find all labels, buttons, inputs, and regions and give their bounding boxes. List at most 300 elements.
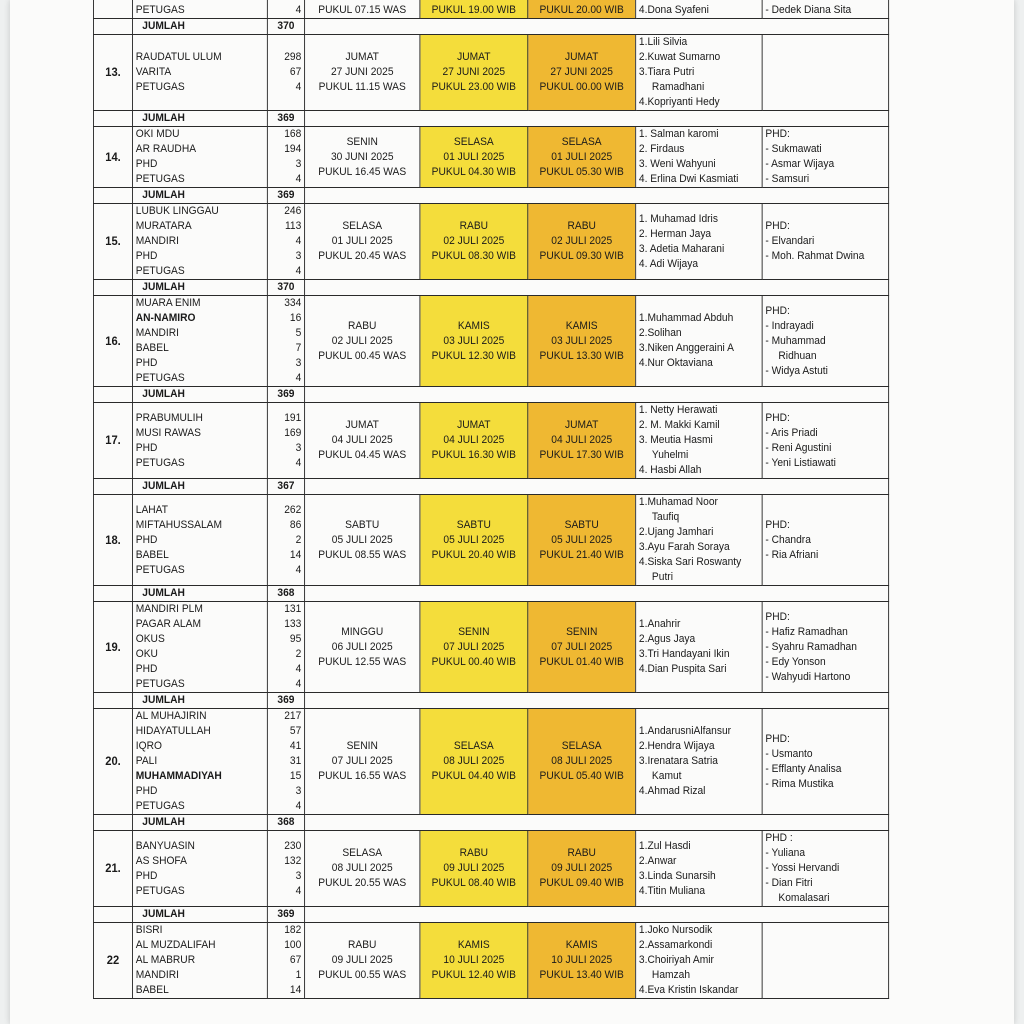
arrival-time-line: JUMAT — [457, 419, 491, 431]
group-row — [93, 709, 888, 815]
officer-list-line: 3. Adetia Maharani — [638, 242, 725, 255]
phd-list — [762, 204, 888, 280]
group-row — [93, 35, 888, 111]
pilgrim-counts-line: 168 — [284, 128, 302, 140]
departure-time-line: 04 JULI 2025 — [331, 434, 393, 446]
embarkation-names-line: PAGAR ALAM — [135, 618, 201, 630]
pilgrim-counts-line: 3 — [295, 869, 302, 882]
officer-list-line: 3.Tiara Putri — [638, 66, 695, 78]
pilgrim-counts-line: 230 — [284, 839, 302, 852]
arrival-time-line: 07 JULI 2025 — [443, 640, 505, 653]
departure-time-line: PUKUL 20.55 WAS — [318, 877, 407, 889]
departure-time-line: PUKUL 04.45 WAS — [318, 449, 407, 461]
finish-time-line: PUKUL 00.00 WIB — [539, 81, 624, 93]
officer-list — [636, 923, 762, 999]
phd-list-line: Komalasari — [778, 892, 830, 904]
finish-time-line: KAMIS — [565, 319, 598, 332]
total-value: 369 — [267, 111, 304, 127]
pilgrim-counts-line: 4 — [295, 372, 302, 384]
embarkation-names-line: PHD — [135, 357, 158, 369]
embarkation-names — [133, 831, 268, 907]
embarkation-names-line: OKU — [135, 648, 158, 660]
arrival-time-line: PUKUL 23.00 WIB — [431, 81, 517, 93]
phd-list-line: PHD: — [765, 220, 790, 232]
pilgrim-counts-line: 41 — [289, 740, 302, 752]
group-number: 17. — [93, 403, 132, 479]
embarkation-names-line: PHD — [135, 869, 158, 882]
pilgrim-counts-line: 14 — [289, 984, 302, 996]
embarkation-names-line: LAHAT — [135, 503, 168, 516]
embarkation-names-line: PRABUMULIH — [135, 411, 203, 424]
arrival-time-line: PUKUL 08.40 WIB — [431, 877, 517, 889]
embarkation-names-line: VARITA — [135, 66, 172, 78]
pilgrim-counts-line: 15 — [289, 770, 302, 782]
phd-list-line: PHD: — [765, 518, 790, 531]
total-blank — [305, 907, 889, 923]
finish-time-line: PUKUL 09.40 WIB — [539, 877, 624, 889]
group-number: 14. — [93, 127, 132, 188]
finish-time-line: PUKUL 05.40 WIB — [539, 770, 624, 782]
arrival-time-line: SENIN — [458, 625, 490, 638]
pilgrim-counts-line: 4 — [295, 678, 302, 690]
officer-list-line: 2. M. Makki Kamil — [638, 419, 720, 431]
arrival-time-line: 10 JULI 2025 — [443, 954, 505, 966]
arrival-time-line: PUKUL 00.40 WIB — [431, 655, 517, 668]
embarkation-names-line: BABEL — [135, 342, 169, 354]
phd-list-line: - Chandra — [765, 533, 811, 546]
officer-list-line: Putri — [651, 571, 673, 583]
total-label: JUMLAH — [133, 815, 268, 831]
officer-list-line: Taufiq — [651, 511, 680, 523]
embarkation-names-line: BABEL — [135, 984, 169, 996]
departure-time-line: RABU — [348, 939, 377, 951]
finish-time-line: PUKUL 05.30 WIB — [539, 165, 624, 178]
officer-list — [636, 35, 762, 111]
phd-list — [762, 831, 888, 907]
pilgrim-counts-line: 100 — [284, 939, 302, 951]
embarkation-names-line: RAUDATUL ULUM — [135, 51, 222, 63]
departure-time — [305, 403, 420, 479]
departure-time — [305, 0, 420, 19]
total-row — [93, 387, 888, 403]
finish-time — [528, 403, 636, 479]
pilgrim-counts — [267, 296, 304, 387]
embarkation-names-line: MANDIRI — [135, 969, 179, 981]
arrival-time-line: PUKUL 08.30 WIB — [431, 250, 517, 262]
finish-time-line: 04 JULI 2025 — [551, 434, 613, 446]
total-no-cell — [93, 586, 132, 602]
pilgrim-counts-line: 4 — [295, 884, 302, 897]
group-row — [93, 602, 888, 693]
embarkation-names — [133, 923, 268, 999]
officer-list — [636, 0, 762, 19]
departure-time-line: JUMAT — [345, 51, 379, 63]
officer-list — [636, 709, 762, 815]
embarkation-names-line: PALI — [135, 755, 158, 767]
arrival-time-line: RABU — [459, 220, 489, 232]
phd-list — [762, 35, 888, 111]
departure-time — [305, 709, 420, 815]
arrival-time-line: 01 JULI 2025 — [443, 150, 505, 163]
embarkation-names-line: PETUGAS — [135, 265, 185, 277]
finish-time-line: 09 JULI 2025 — [551, 862, 613, 874]
officer-list — [636, 602, 762, 693]
total-blank — [305, 111, 889, 127]
embarkation-names-line: AS SHOFA — [135, 854, 187, 867]
finish-time-line: PUKUL 21.40 WIB — [539, 548, 624, 561]
departure-time-line: PUKUL 00.55 WAS — [318, 969, 407, 981]
officer-list-line: 4. Hasbi Allah — [638, 464, 702, 476]
pilgrim-counts-line: 2 — [295, 648, 302, 660]
total-row — [93, 111, 888, 127]
pilgrim-counts-line: 4 — [295, 563, 302, 576]
departure-time-line: PUKUL 07.15 WAS — [318, 4, 407, 16]
total-no-cell — [93, 188, 132, 204]
embarkation-names-line: BISRI — [135, 924, 163, 936]
finish-time-line: 05 JULI 2025 — [551, 533, 613, 546]
total-blank — [305, 387, 889, 403]
officer-list-line: 4.Titin Muliana — [638, 884, 706, 897]
pilgrim-counts — [267, 127, 304, 188]
embarkation-names-line: MIFTAHUSSALAM — [135, 518, 222, 531]
phd-list-line: - Indrayadi — [765, 319, 814, 332]
embarkation-names-line: PETUGAS — [135, 173, 185, 185]
phd-list — [762, 403, 888, 479]
arrival-time-line: PUKUL 04.30 WIB — [431, 165, 517, 178]
pilgrim-counts-line: 4 — [295, 456, 302, 469]
departure-time-line: 05 JULI 2025 — [331, 533, 393, 546]
embarkation-names-line: BABEL — [135, 548, 169, 561]
finish-time-line: SENIN — [566, 625, 598, 638]
officer-list-line: 2.Kuwat Sumarno — [638, 51, 721, 63]
officer-list — [636, 296, 762, 387]
officer-list — [636, 831, 762, 907]
embarkation-names-line: HIDAYATULLAH — [135, 725, 211, 737]
phd-list-line: - Sukmawati — [765, 143, 822, 155]
total-no-cell — [93, 693, 132, 709]
officer-list-line: 2. Firdaus — [638, 143, 685, 155]
phd-list-line: - Asmar Wijaya — [765, 158, 835, 170]
departure-time — [305, 602, 420, 693]
group-row — [93, 403, 888, 479]
total-no-cell — [93, 111, 132, 127]
pilgrim-counts-line: 133 — [284, 618, 302, 630]
arrival-time — [420, 35, 528, 111]
arrival-time-line: RABU — [459, 847, 489, 859]
officer-list-line: 3.Ayu Farah Soraya — [638, 541, 730, 553]
pilgrim-counts — [267, 923, 304, 999]
officer-list-line: 3.Linda Sunarsih — [638, 869, 716, 882]
arrival-time — [420, 127, 528, 188]
total-blank — [305, 280, 889, 296]
pilgrim-counts-line: 5 — [295, 327, 302, 339]
embarkation-names-line: PHD — [135, 441, 158, 454]
phd-list-line: PHD: — [765, 128, 790, 140]
pilgrim-counts-line: 7 — [295, 342, 302, 354]
phd-list-line: PHD: — [765, 411, 790, 424]
finish-time-line: JUMAT — [565, 51, 599, 63]
total-no-cell — [93, 479, 132, 495]
embarkation-names-line: AL MUHAJIRIN — [135, 710, 207, 722]
officer-list-line: 3. Weni Wahyuni — [638, 158, 716, 170]
embarkation-names-line: MURATARA — [135, 220, 192, 232]
arrival-time-line: KAMIS — [457, 319, 490, 332]
officer-list-line: 1.AndarusniAlfansur — [638, 725, 732, 737]
total-label: JUMLAH — [133, 19, 268, 35]
phd-list-line: PHD: — [765, 304, 790, 317]
group-row — [93, 495, 888, 586]
pilgrim-counts-line: 334 — [284, 297, 302, 309]
arrival-time-line: SELASA — [453, 740, 494, 752]
arrival-time — [420, 709, 528, 815]
pilgrim-counts-line: 3 — [295, 158, 302, 170]
officer-list-line: Ramadhani — [651, 81, 705, 93]
officer-list-line: 1.Zul Hasdi — [638, 839, 691, 852]
departure-time-line: 09 JULI 2025 — [331, 954, 393, 966]
total-row — [93, 280, 888, 296]
phd-list-line: - Ria Afriani — [765, 548, 819, 561]
group-row — [93, 923, 888, 999]
total-row — [93, 188, 888, 204]
embarkation-names-line: PETUGAS — [135, 800, 185, 812]
embarkation-names-line: MANDIRI — [135, 235, 179, 247]
officer-list — [636, 204, 762, 280]
officer-list-line: 1.Muhammad Abduh — [638, 312, 734, 324]
finish-time-line: SELASA — [561, 740, 602, 752]
total-row — [93, 815, 888, 831]
arrival-time-line: 04 JULI 2025 — [443, 434, 505, 446]
total-value: 368 — [267, 815, 304, 831]
phd-list-line: - Aris Priadi — [765, 426, 818, 439]
embarkation-names-line: MANDIRI — [135, 327, 179, 339]
total-blank — [305, 479, 889, 495]
phd-list-line: - Moh. Rahmat Dwina — [765, 250, 865, 262]
arrival-time — [420, 0, 528, 19]
arrival-time-line: 27 JUNI 2025 — [442, 66, 506, 78]
arrival-time-line: 08 JULI 2025 — [443, 755, 505, 767]
finish-time-line: PUKUL 20.00 WIB — [539, 4, 624, 16]
officer-list-line: 3.Irenatara Satria — [638, 755, 718, 767]
embarkation-names — [133, 35, 268, 111]
group-number: 16. — [93, 296, 132, 387]
officer-list-line: 4.Nur Oktaviana — [638, 357, 713, 369]
total-blank — [305, 586, 889, 602]
officer-list-line: 2.Ujang Jamhari — [638, 526, 714, 538]
total-blank — [305, 188, 889, 204]
group-number: 22 — [93, 923, 132, 999]
phd-list-line: - Syahru Ramadhan — [765, 640, 857, 653]
officer-list-line: 3. Meutia Hasmi — [638, 434, 713, 446]
total-blank — [305, 815, 889, 831]
departure-time-line: 02 JULI 2025 — [331, 334, 393, 347]
total-value: 370 — [267, 19, 304, 35]
phd-list-line: - Dedek Diana Sita — [765, 4, 852, 16]
total-label: JUMLAH — [133, 111, 268, 127]
embarkation-names — [133, 495, 268, 586]
finish-time-line: JUMAT — [565, 419, 599, 431]
arrival-time-line: 03 JULI 2025 — [443, 334, 505, 347]
pilgrim-counts-line: 4 — [295, 81, 302, 93]
departure-time-line: 07 JULI 2025 — [331, 755, 393, 767]
arrival-time-line: PUKUL 19.00 WIB — [431, 4, 517, 16]
arrival-time — [420, 403, 528, 479]
arrival-time-line: 09 JULI 2025 — [443, 862, 505, 874]
group-row — [93, 127, 888, 188]
embarkation-names-line: MUHAMMADIYAH — [135, 770, 222, 782]
arrival-time-line: SELASA — [453, 135, 494, 148]
pilgrim-counts-line: 132 — [284, 854, 302, 867]
officer-list — [636, 495, 762, 586]
embarkation-names — [133, 0, 268, 19]
pilgrim-counts-line: 3 — [295, 250, 302, 262]
departure-time-line: PUKUL 20.45 WAS — [318, 250, 407, 262]
officer-list-line: 4.Ahmad Rizal — [638, 785, 706, 797]
finish-time-line: 07 JULI 2025 — [551, 640, 613, 653]
departure-time-line: 30 JUNI 2025 — [330, 150, 394, 163]
phd-list — [762, 127, 888, 188]
departure-time — [305, 831, 420, 907]
officer-list-line: 2.Solihan — [638, 327, 682, 339]
officer-list-line: 1. Netty Herawati — [638, 404, 718, 416]
embarkation-names-line: PHD — [135, 785, 158, 797]
embarkation-names-line: AR RAUDHA — [135, 143, 197, 155]
departure-time-line: 06 JULI 2025 — [331, 640, 393, 653]
pilgrim-counts-line: 131 — [284, 603, 302, 615]
pilgrim-counts-line: 194 — [284, 143, 302, 155]
embarkation-names-line: MUARA ENIM — [135, 297, 201, 309]
finish-time-line: 08 JULI 2025 — [551, 755, 613, 767]
arrival-time — [420, 923, 528, 999]
embarkation-names-line: IQRO — [135, 740, 162, 752]
officer-list-line: Yuhelmi — [651, 449, 689, 461]
embarkation-names-line: OKUS — [135, 633, 165, 645]
departure-time — [305, 35, 420, 111]
embarkation-names — [133, 296, 268, 387]
embarkation-names-line: AL MABRUR — [135, 954, 196, 966]
embarkation-names-line: PETUGAS — [135, 456, 185, 469]
document-page — [10, 0, 1014, 1024]
pilgrim-counts-line: 4 — [295, 235, 302, 247]
total-label: JUMLAH — [133, 188, 268, 204]
officer-list-line: 2.Agus Jaya — [638, 633, 696, 645]
pilgrim-counts-line: 3 — [295, 357, 302, 369]
pilgrim-counts-line: 217 — [284, 710, 302, 722]
total-label: JUMLAH — [133, 387, 268, 403]
embarkation-names — [133, 709, 268, 815]
officer-list-line: 1.Anahrir — [638, 618, 681, 630]
officer-list-line: 3.Niken Anggeraini A — [638, 342, 734, 354]
officer-list-line: 1.Lili Silvia — [638, 36, 688, 48]
pilgrim-counts-line: 3 — [295, 785, 302, 797]
group-row — [93, 204, 888, 280]
departure-time-line: PUKUL 08.55 WAS — [318, 548, 407, 561]
total-no-cell — [93, 907, 132, 923]
finish-time-line: 27 JUNI 2025 — [550, 66, 613, 78]
group-number: 21. — [93, 831, 132, 907]
total-label: JUMLAH — [133, 479, 268, 495]
arrival-time-line: 05 JULI 2025 — [443, 533, 505, 546]
finish-time-line: PUKUL 13.30 WIB — [539, 349, 624, 362]
departure-time-line: SENIN — [346, 135, 378, 148]
pilgrim-counts — [267, 35, 304, 111]
pilgrim-counts-line: 14 — [289, 548, 302, 561]
embarkation-names-line: PHD — [135, 533, 158, 546]
officer-list-line: 1. Muhamad Idris — [638, 212, 718, 225]
officer-list-line: 4.Dian Puspita Sari — [638, 663, 727, 675]
embarkation-names-line: LUBUK LINGGAU — [135, 205, 219, 217]
finish-time-line: 03 JULI 2025 — [551, 334, 613, 347]
total-no-cell — [93, 280, 132, 296]
pilgrim-counts-line: 4 — [295, 265, 302, 277]
phd-list-line: Ridhuan — [778, 349, 817, 362]
group-number: 20. — [93, 709, 132, 815]
finish-time-line: SELASA — [561, 135, 602, 148]
finish-time-line: PUKUL 13.40 WIB — [539, 969, 624, 981]
phd-list-line: - Rima Mustika — [765, 777, 834, 790]
arrival-time-line: PUKUL 12.30 WIB — [431, 349, 517, 362]
finish-time-line: KAMIS — [565, 939, 598, 951]
departure-time-line: PUKUL 16.55 WAS — [318, 770, 407, 782]
phd-list — [762, 602, 888, 693]
finish-time-line: RABU — [567, 220, 596, 232]
embarkation-names-line: PETUGAS — [135, 678, 185, 690]
arrival-time — [420, 602, 528, 693]
pilgrim-counts-line: 67 — [289, 954, 302, 966]
pilgrim-counts-line: 169 — [284, 426, 302, 439]
embarkation-names-line: BANYUASIN — [135, 839, 195, 852]
embarkation-names-line: MUSI RAWAS — [135, 426, 201, 439]
officer-list-line: 2.Hendra Wijaya — [638, 740, 715, 752]
phd-list-line: - Yuliana — [765, 847, 806, 859]
pilgrim-counts-line: 67 — [289, 66, 302, 78]
group-number: 15. — [93, 204, 132, 280]
embarkation-names-line: OKI MDU — [135, 128, 180, 140]
finish-time — [528, 35, 636, 111]
phd-list-line: - Dian Fitri — [765, 877, 813, 889]
officer-list-line: 2.Anwar — [638, 854, 677, 867]
phd-list — [762, 923, 888, 999]
pilgrim-counts-line: 4 — [295, 800, 302, 812]
phd-list-line: PHD : — [765, 832, 793, 844]
departure-time-line: 27 JUNI 2025 — [330, 66, 394, 78]
officer-list-line: Hamzah — [651, 969, 691, 981]
pilgrim-counts-line: 191 — [284, 411, 302, 424]
departure-time-line: PUKUL 11.15 WAS — [318, 81, 406, 93]
phd-list-line: - Reni Agustini — [765, 441, 832, 454]
officer-list-line: 4. Adi Wijaya — [638, 257, 699, 270]
departure-time-line: PUKUL 12.55 WAS — [318, 655, 407, 668]
arrival-time-line: PUKUL 16.30 WIB — [431, 449, 517, 461]
finish-time — [528, 204, 636, 280]
group-row — [93, 296, 888, 387]
phd-list-line: - Yossi Hervandi — [765, 862, 840, 874]
embarkation-names-line: AN-NAMIRO — [135, 312, 196, 324]
total-label: JUMLAH — [133, 693, 268, 709]
pilgrim-counts-line: 4 — [295, 4, 302, 16]
total-value: 368 — [267, 586, 304, 602]
total-no-cell — [93, 387, 132, 403]
phd-list-line: PHD: — [765, 732, 790, 745]
departure-time — [305, 127, 420, 188]
finish-time-line: 01 JULI 2025 — [551, 150, 613, 163]
departure-time-line: JUMAT — [345, 419, 379, 431]
finish-time — [528, 602, 636, 693]
pilgrim-counts-line: 246 — [284, 205, 302, 217]
embarkation-names — [133, 602, 268, 693]
pilgrim-counts-line: 3 — [295, 441, 302, 454]
embarkation-names-line: PETUGAS — [135, 563, 185, 576]
departure-time-line: 08 JULI 2025 — [331, 862, 393, 874]
